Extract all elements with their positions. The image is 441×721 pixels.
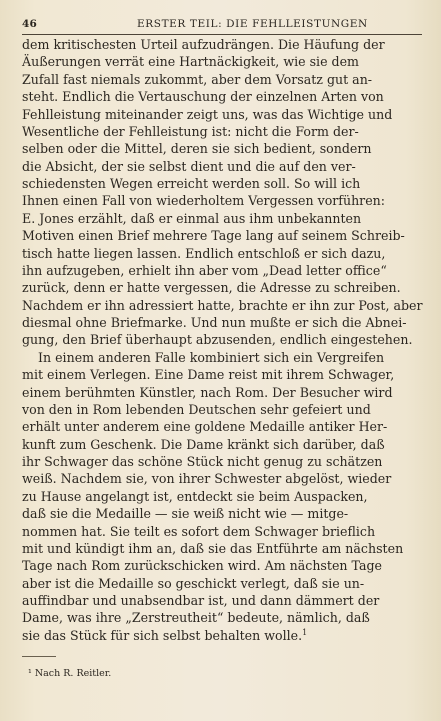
footnote: ¹ Nach R. Reitler.	[28, 668, 112, 679]
footnote-marker: 1	[302, 627, 308, 637]
text-line: auffindbar und unabsendbar ist, und dann dämmert der	[22, 593, 380, 608]
text-line: Äußerungen verrät eine Hartnäckigkeit, wie sie dem	[22, 54, 359, 70]
text-line: erhält unter anderem eine goldene Medaille antiker Her-	[22, 419, 388, 435]
text-line: selben oder die Mittel, deren sie sich bedient, sondern	[22, 141, 372, 157]
text-line: kunft zum Geschenk. Die Dame kränkt sich darüber, daß	[22, 436, 385, 452]
text-line: zu Hause angelangt ist, entdeckt sie beim Auspacken,	[22, 488, 368, 504]
text-line: Ihnen einen Fall von wiederholtem Vergessen vorführen:	[22, 193, 386, 209]
text-line: ihr Schwager das schöne Stück nicht genug zu schätzen	[22, 454, 383, 469]
text-line: zurück, denn er hatte vergessen, die Adresse zu schreiben.	[22, 280, 401, 296]
text-line: aber ist die Medaille so geschickt verlegt, daß sie un-	[22, 575, 365, 591]
text-line: schiedensten Wegen erreicht werden soll. So will ich	[22, 176, 361, 191]
text-line: Wesentliche der Fehlleistung ist: nicht die Form der-	[22, 123, 359, 139]
text-line: tisch hatte liegen lassen. Endlich entschloß er sich dazu,	[22, 245, 386, 261]
text-line: die Absicht, der sie selbst dient und die auf den ver-	[22, 158, 356, 174]
page-header	[22, 18, 422, 34]
text-line: steht. Endlich die Vertauschung der einzelnen Arten von	[22, 89, 384, 105]
text-line: Zufall fast niemals zukommt, aber dem Vorsatz gut an-	[22, 71, 373, 87]
text-line: Dame, was ihre „Zerstreutheit“ bedeute, nämlich, daß	[22, 610, 370, 626]
text-line: sie das Stück für sich selbst behalten wolle.$^1$	[22, 627, 308, 643]
page-number: 46	[22, 18, 38, 30]
text-line: Tage nach Rom zurückschicken wird. Am nächsten Tage	[22, 558, 382, 574]
text-line: nommen hat. Sie teilt es sofort dem Schwager brieflich	[22, 523, 376, 539]
text-line: einem berühmten Künstler, nach Rom. Der Besucher wird	[22, 384, 393, 400]
text-line: Fehlleistung miteinander zeigt uns, was das Wichtige und	[22, 106, 393, 122]
body-text	[22, 36, 422, 644]
text-line: ihn aufzugeben, erhielt ihn aber vom „Dead letter office“	[22, 262, 387, 278]
running-head: ERSTER TEIL: DIE FEHLLEISTUNGEN	[137, 18, 368, 30]
text-line: mit und kündigt ihm an, daß sie das Entführte am nächsten	[22, 540, 404, 556]
text-line: In einem anderen Falle kombiniert sich ein Vergreifen	[22, 349, 385, 365]
text-line: weiß. Nachdem sie, von ihrer Schwester abgelöst, wieder	[22, 471, 392, 487]
text-line: mit einem Verlegen. Eine Dame reist mit ihrem Schwager,	[22, 367, 395, 383]
text-line: dem kritischesten Urteil aufzudrängen. Die Häufung der	[22, 37, 385, 52]
text-line: daß sie die Medaille — sie weiß nicht wie — mitge-	[22, 506, 349, 522]
text-line: Motiven einen Brief mehrere Tage lang auf seinem Schreib-	[22, 228, 405, 244]
text-line: von den in Rom lebenden Deutschen sehr gefeiert und	[22, 401, 371, 417]
text-line: Nachdem er ihn adressiert hatte, brachte er ihn zur Post, aber	[22, 297, 423, 313]
footnote-rule	[22, 656, 56, 657]
header-rule	[22, 34, 422, 35]
text-line: gung, den Brief überhaupt abzusenden, endlich eingestehen.	[22, 332, 413, 348]
text-line: E. Jones erzählt, daß er einmal aus ihm unbekannten	[22, 210, 362, 226]
text-line: diesmal ohne Briefmarke. Und nun mußte er sich die Abnei-	[22, 315, 407, 330]
